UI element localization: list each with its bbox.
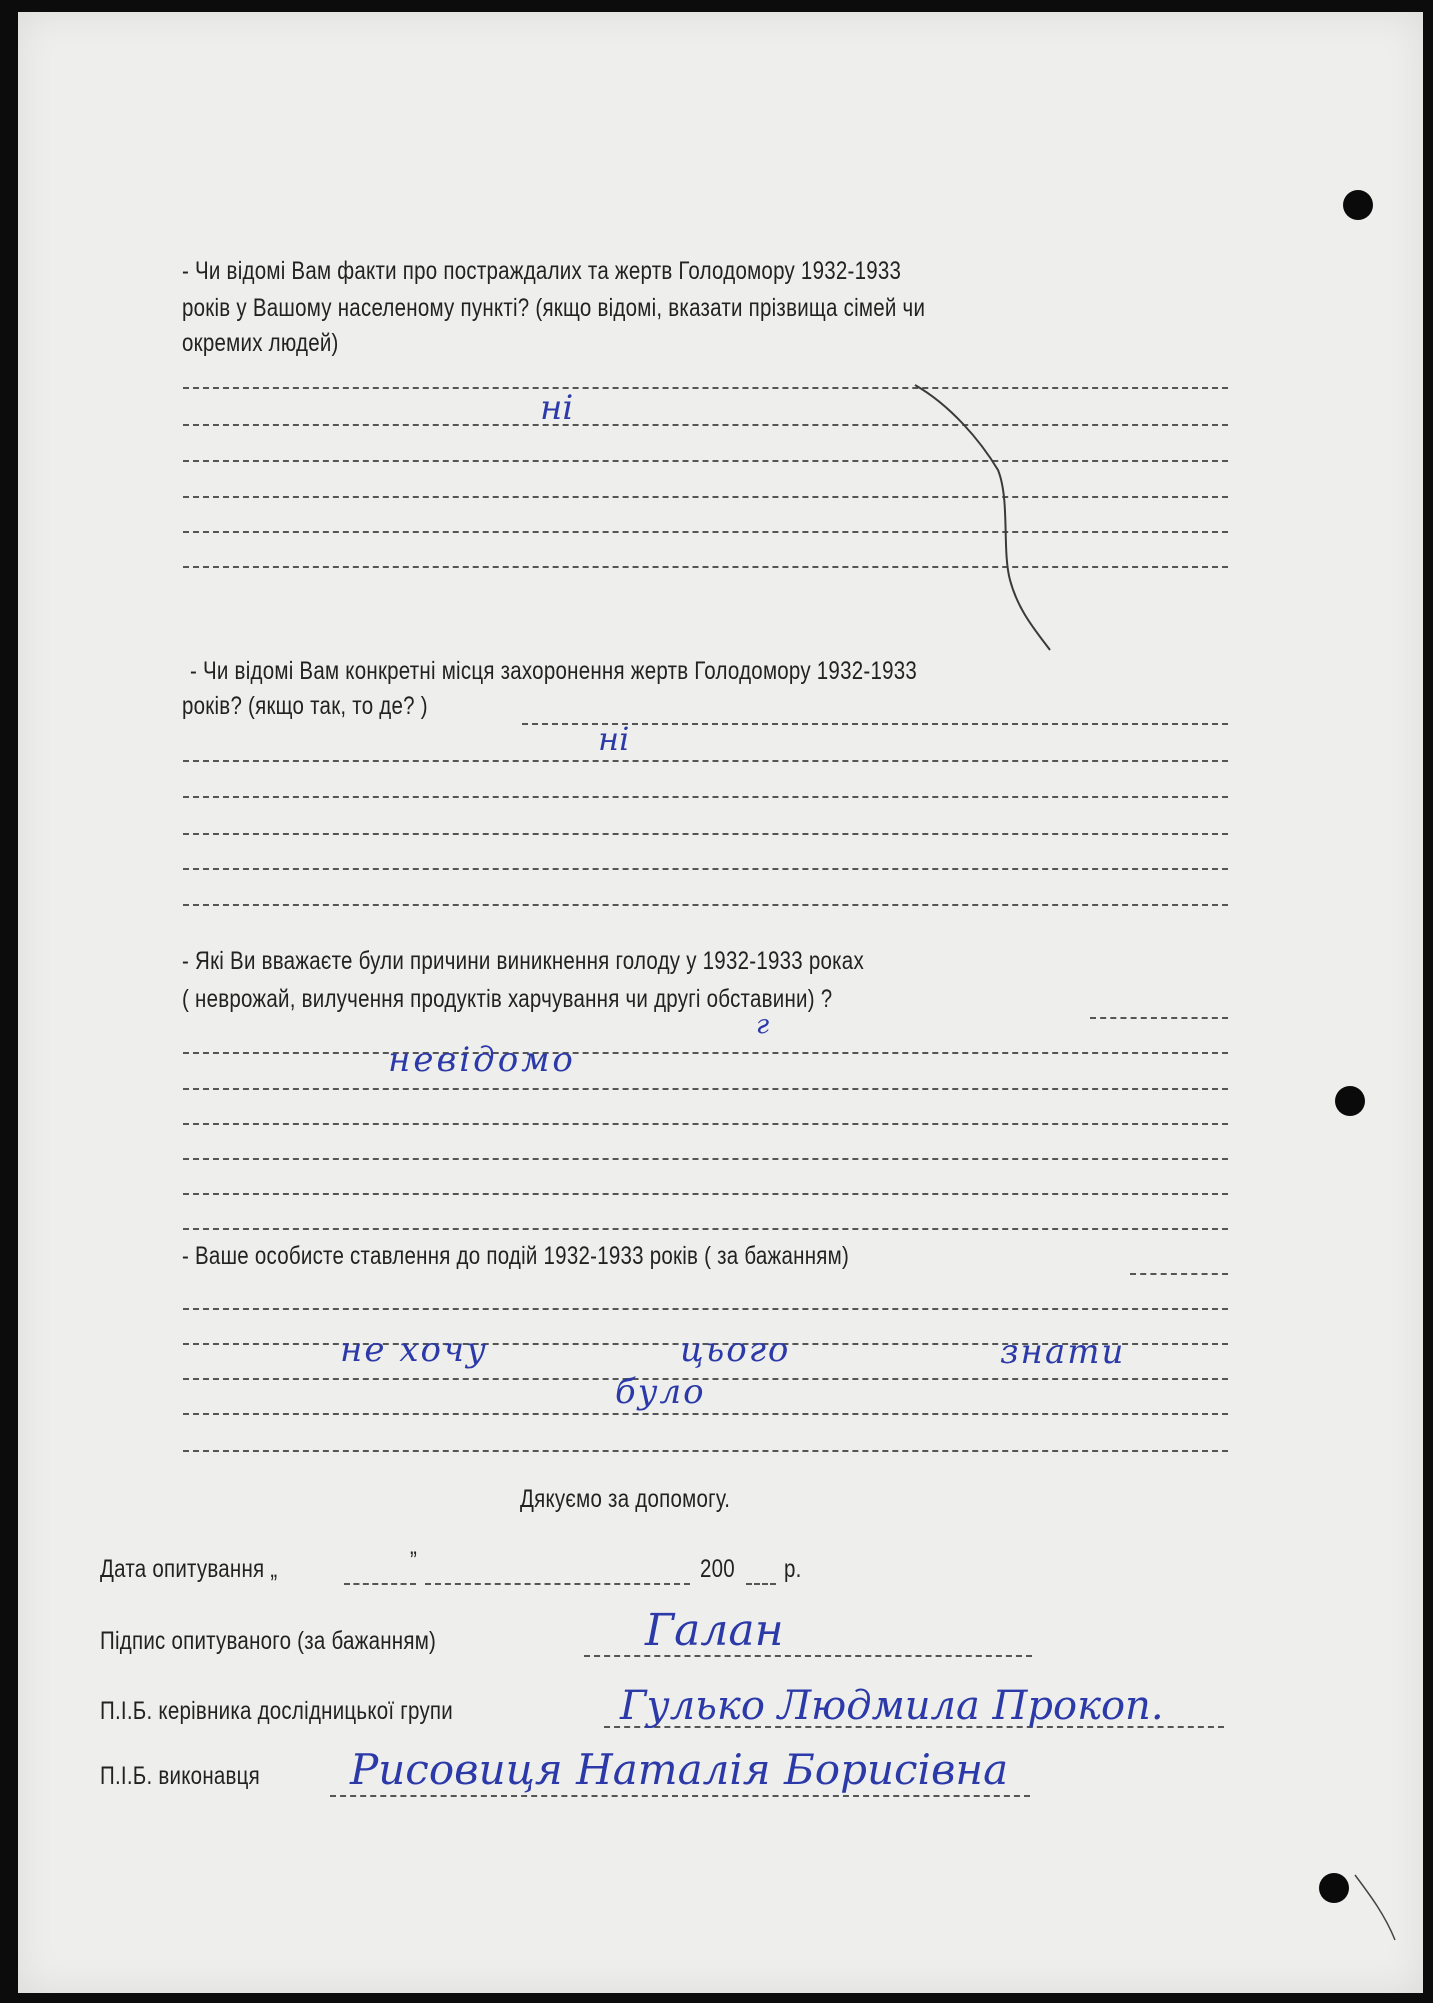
answer-4-word-1: не хочу bbox=[340, 1330, 488, 1370]
answer-4-word-3: знати bbox=[1000, 1332, 1126, 1372]
answer-line bbox=[183, 531, 1228, 533]
answer-line bbox=[183, 1158, 1228, 1160]
answer-line bbox=[183, 387, 1228, 389]
question-4-line-1: - Ваше особисте ставлення до подій 1932-1933 років ( за бажанням) bbox=[182, 1242, 850, 1270]
pencil-mark bbox=[1350, 1870, 1410, 1950]
question-1-line-3: окремих людей) bbox=[182, 329, 339, 357]
answer-4-word-2: цього bbox=[680, 1330, 791, 1370]
interview-date-year: 200 bbox=[700, 1555, 735, 1583]
punch-hole-bottom bbox=[1319, 1873, 1349, 1903]
answer-line bbox=[183, 868, 1228, 870]
answer-line bbox=[183, 1413, 1228, 1415]
answer-line bbox=[183, 1052, 1228, 1054]
question-3-line-2: ( неврожай, вилучення продуктів харчування чи другі обставини) ? bbox=[182, 985, 833, 1013]
answer-4-word-4: було bbox=[615, 1372, 706, 1412]
answer-line bbox=[183, 1228, 1228, 1230]
answer-3-handwriting: невідомо bbox=[388, 1040, 576, 1080]
executor-name: Рисовиця Наталія Борисівна bbox=[350, 1745, 1009, 1794]
executor-label: П.І.Б. виконавця bbox=[100, 1762, 261, 1790]
date-day-line bbox=[344, 1583, 416, 1585]
answer-line bbox=[183, 566, 1228, 568]
question-2-line-2: років? (якщо так, то де? ) bbox=[182, 692, 428, 720]
answer-line bbox=[183, 1308, 1228, 1310]
group-leader-label: П.І.Б. керівника дослідницької групи bbox=[100, 1697, 453, 1725]
answer-line bbox=[1130, 1273, 1228, 1275]
question-1-line-2: років у Вашому населеному пункті? (якщо відомі, вказати прізвища сімей чи bbox=[182, 294, 926, 322]
respondent-signature-label: Підпис опитуваного (за бажанням) bbox=[100, 1627, 437, 1655]
answer-1-handwriting: ні bbox=[540, 388, 574, 428]
answer-line bbox=[183, 460, 1228, 462]
executor-line bbox=[330, 1795, 1030, 1797]
answer-line bbox=[183, 833, 1228, 835]
answer-line bbox=[183, 1088, 1228, 1090]
answer-line bbox=[183, 1450, 1228, 1452]
answer-line bbox=[183, 496, 1228, 498]
answer-3-correction-mark: г bbox=[756, 1010, 770, 1040]
answer-line bbox=[183, 904, 1228, 906]
question-1-line-1: - Чи відомі Вам факти про постраждалих та жертв Голодомору 1932-1933 bbox=[182, 257, 902, 285]
group-leader-name: Гулько Людмила Прокоп. bbox=[620, 1683, 1164, 1729]
punch-hole-middle bbox=[1335, 1086, 1365, 1116]
date-year-line bbox=[746, 1583, 776, 1585]
punch-hole-top bbox=[1343, 190, 1373, 220]
respondent-signature: Галан bbox=[645, 1605, 784, 1656]
answer-line bbox=[183, 1123, 1228, 1125]
interview-date-quote: ” bbox=[410, 1547, 418, 1575]
answer-line bbox=[183, 796, 1228, 798]
interview-date-label: Дата опитування „ bbox=[100, 1555, 278, 1583]
thanks-text: Дякуємо за допомогу. bbox=[520, 1485, 731, 1513]
answer-2-handwriting: ні bbox=[598, 720, 630, 758]
answer-line bbox=[183, 760, 1228, 762]
answer-line bbox=[1090, 1017, 1228, 1019]
question-2-line-1: - Чи відомі Вам конкретні місця захоронення жертв Голодомору 1932-1933 bbox=[190, 657, 918, 685]
question-3-line-1: - Які Ви вважаєте були причини виникнення голоду у 1932-1933 роках bbox=[182, 947, 864, 975]
answer-line bbox=[183, 1193, 1228, 1195]
date-month-line bbox=[425, 1583, 690, 1585]
answer-line bbox=[183, 424, 1228, 426]
interview-date-suffix: р. bbox=[784, 1555, 802, 1583]
paper-crease bbox=[910, 380, 1060, 660]
